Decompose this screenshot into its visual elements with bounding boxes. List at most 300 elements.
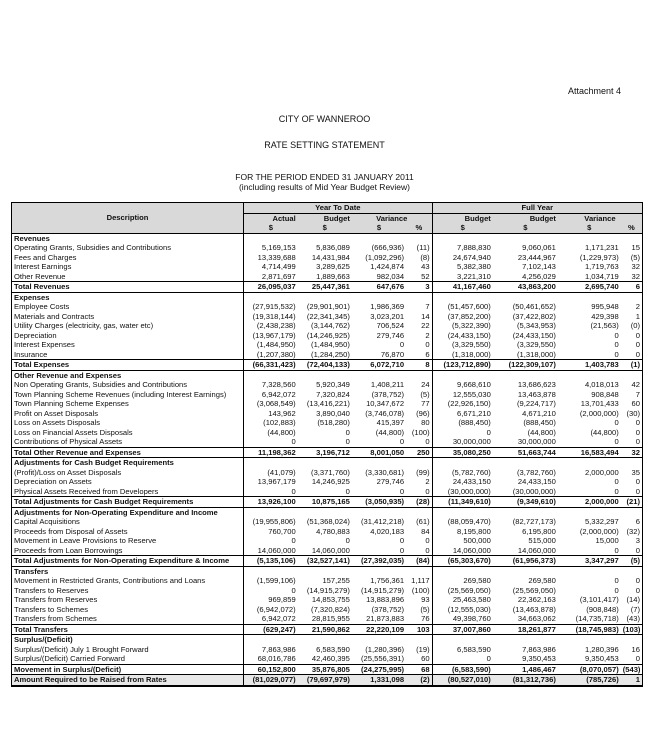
- row-description: Transfers from Reserves: [12, 595, 244, 605]
- fy-adopted-budget-cell: 24,433,150: [452, 477, 491, 486]
- fy-revised-budget-cell: (25,569,050): [512, 585, 556, 595]
- ytd-adopted-budget-cell: 3,890,040: [316, 408, 350, 418]
- ytd-actual-cell: (19,318,144): [252, 311, 296, 321]
- row-description: Contributions of Physical Assets: [12, 437, 244, 447]
- ytd-actual-cell: 0: [291, 536, 296, 545]
- ytd-variance-pct-cell: [406, 635, 432, 645]
- ytd-variance-cell: (3,746,078): [365, 408, 405, 418]
- row-description: Transfers to Schemes: [12, 605, 244, 615]
- ytd-variance-cell: (3,330,681): [365, 467, 405, 477]
- ytd-variance-pct-cell: (11): [406, 243, 432, 253]
- table-row: [12, 331, 643, 341]
- fy-variance-pct-cell: 0: [635, 437, 640, 446]
- ytd-adopted-budget-cell: 0: [345, 486, 350, 496]
- fy-variance-pct-cell: [621, 566, 643, 576]
- fy-revised-budget-cell: 13,463,878: [517, 389, 556, 399]
- row-description: Depreciation: [12, 331, 244, 341]
- ytd-adopted-budget-cell: 1,889,663: [316, 271, 350, 281]
- ytd-adopted-budget-cell: 4,780,883: [316, 526, 350, 536]
- period-heading: [0, 172, 649, 192]
- fy-adopted-budget-cell: 37,007,860: [432, 624, 493, 635]
- fy-variance-pct-cell: 6: [621, 282, 643, 293]
- fy-adopted-budget-cell: (123,712,890): [432, 360, 493, 371]
- ytd-actual-cell: 760,700: [268, 526, 296, 536]
- row-description: Materials and Contracts: [12, 312, 244, 322]
- fy-revised-budget-cell: (9,224,717): [517, 399, 556, 408]
- fy-variance-cell: 1,719,763: [584, 262, 619, 271]
- ytd-actual-cell: 143,962: [268, 408, 296, 418]
- fy-adopted-budget-cell: (80,527,010): [432, 675, 493, 686]
- table-row: [12, 595, 643, 605]
- header-blank: [12, 203, 244, 214]
- total-row: [12, 497, 643, 508]
- fy-revised-budget-cell: [493, 233, 558, 243]
- ytd-actual-cell: (1,207,380): [256, 349, 296, 359]
- fy-revised-budget-cell: (3,329,550): [517, 340, 556, 349]
- attachment-label: Attachment 4: [567, 86, 621, 96]
- fy-variance-pct-cell: 0: [635, 576, 640, 585]
- row-description: Non Operating Grants, Subsidies and Contributions: [12, 380, 244, 390]
- total-row: [12, 360, 643, 371]
- row-description: (Profit)/Loss on Asset Disposals: [12, 468, 244, 478]
- fy-adopted-budget-cell: [432, 458, 493, 468]
- table-row: [12, 243, 643, 253]
- ytd-actual-cell: (1,599,106): [256, 576, 296, 585]
- fy-variance-cell: 2,000,000: [558, 497, 621, 508]
- header-variance: Variance: [352, 213, 432, 223]
- fy-revised-budget-cell: [493, 507, 558, 517]
- ytd-adopted-budget-cell: (14,246,925): [306, 330, 350, 340]
- ytd-actual-cell: [243, 292, 297, 302]
- ytd-variance-cell: 13,883,896: [366, 595, 405, 604]
- row-description: Total Adjustments for Non-Operating Expenditure & Income: [12, 556, 244, 567]
- header-year-to-date: Year To Date: [243, 203, 432, 214]
- fy-adopted-budget-cell: 25,463,580: [452, 595, 491, 604]
- ytd-variance-cell: 415,397: [376, 418, 405, 427]
- fy-variance-cell: (1,229,973): [579, 252, 619, 262]
- table-row: [12, 645, 643, 655]
- fy-adopted-budget-cell: (30,000,000): [447, 486, 491, 496]
- unit-fy-variance: $: [558, 223, 621, 233]
- rate-setting-table: [11, 202, 643, 687]
- fy-variance-pct-cell: 1: [635, 311, 640, 321]
- table-row: [12, 321, 643, 331]
- fy-revised-budget-cell: 30,000,000: [517, 437, 556, 446]
- ytd-actual-cell: 969,859: [268, 595, 296, 604]
- ytd-adopted-budget-cell: [298, 233, 352, 243]
- fy-variance-pct-cell: 32: [621, 447, 643, 458]
- fy-variance-cell: 1,171,231: [584, 243, 619, 252]
- fy-variance-cell: 0: [614, 340, 619, 349]
- fy-revised-budget-cell: 23,444,967: [517, 252, 556, 262]
- ytd-actual-cell: 2,871,697: [261, 271, 296, 281]
- ytd-actual-cell: [243, 370, 297, 380]
- fy-adopted-budget-cell: [432, 507, 493, 517]
- fy-variance-pct-cell: 0: [635, 418, 640, 427]
- row-description: Town Planning Scheme Expenses: [12, 399, 244, 409]
- ytd-actual-cell: 5,169,153: [261, 243, 296, 252]
- ytd-variance-cell: 0: [399, 545, 405, 555]
- table-row: [12, 340, 643, 350]
- total-row: [12, 664, 643, 675]
- ytd-variance-pct-cell: [406, 566, 432, 576]
- ytd-actual-cell: (81,029,077): [243, 675, 297, 686]
- row-description: Capital Acquisitions: [12, 517, 244, 527]
- row-description: Movement in Restricted Grants, Contributions and Loans: [12, 576, 244, 586]
- table-row: [12, 262, 643, 272]
- table-row: [12, 312, 643, 322]
- fy-adopted-budget-cell: 8,195,800: [457, 526, 491, 536]
- table-row: [12, 468, 643, 478]
- table-row: [12, 437, 643, 447]
- ytd-variance-cell: (27,392,035): [352, 556, 406, 567]
- row-description: Expenses: [12, 292, 244, 302]
- unit-variance: $: [352, 223, 406, 233]
- section-heading-row: [12, 292, 643, 302]
- header-units-blank: [12, 223, 244, 233]
- fy-adopted-budget-cell: 24,674,940: [452, 252, 491, 262]
- fy-variance-cell: 13,701,433: [580, 399, 619, 408]
- row-description: Employee Costs: [12, 302, 244, 312]
- total-row: [12, 675, 643, 686]
- fy-variance-cell: 3,347,297: [558, 556, 621, 567]
- ytd-variance-pct-cell: 14: [406, 312, 432, 322]
- ytd-variance-pct-cell: 8: [406, 360, 432, 371]
- fy-variance-cell: 1,403,783: [558, 360, 621, 371]
- ytd-actual-cell: (27,915,532): [252, 302, 296, 311]
- fy-revised-budget-cell: 51,663,744: [493, 447, 558, 458]
- table-row: [12, 546, 643, 556]
- table-row: [12, 302, 643, 312]
- ytd-variance-pct-cell: 0: [406, 536, 432, 546]
- fy-variance-pct-cell: 0: [635, 349, 640, 359]
- fy-revised-budget-cell: 43,863,200: [493, 282, 558, 293]
- ytd-variance-cell: [352, 635, 406, 645]
- fy-variance-pct-cell: (543): [621, 664, 643, 675]
- row-description: Total Adjustments for Cash Budget Requirements: [12, 497, 244, 508]
- row-description: Town Planning Scheme Revenues (including Interest Earnings): [12, 390, 244, 400]
- table-row: [12, 586, 643, 596]
- table-row: [12, 517, 643, 527]
- ytd-actual-cell: (629,247): [243, 624, 297, 635]
- ytd-variance-cell: (24,275,995): [352, 664, 406, 675]
- row-description: Other Revenue: [12, 272, 244, 282]
- row-description: Utility Charges (electricity, gas, water etc): [12, 321, 244, 331]
- ytd-variance-pct-cell: 80: [406, 418, 432, 428]
- fy-adopted-budget-cell: 269,580: [463, 576, 491, 585]
- row-description: Surplus/(Deficit) July 1 Brought Forward: [12, 645, 244, 655]
- fy-variance-cell: (785,726): [558, 675, 621, 686]
- fy-variance-cell: 0: [614, 585, 619, 595]
- fy-variance-pct-cell: 0: [635, 585, 640, 595]
- ytd-variance-cell: (378,752): [371, 604, 405, 614]
- row-description: Movement in Leave Provisions to Reserve: [12, 536, 244, 546]
- unit-fy-adopted: $: [432, 223, 493, 233]
- fy-adopted-budget-cell: (11,349,610): [432, 497, 493, 508]
- fy-revised-budget-cell: [493, 566, 558, 576]
- row-description: Total Transfers: [12, 624, 244, 635]
- ytd-adopted-budget-cell: 3,196,712: [298, 447, 352, 458]
- ytd-variance-cell: [352, 233, 406, 243]
- ytd-variance-pct-cell: (28): [406, 497, 432, 508]
- row-description: Other Revenue and Expenses: [12, 370, 244, 380]
- fy-variance-cell: [558, 566, 621, 576]
- fy-variance-pct-cell: (5): [621, 556, 643, 567]
- ytd-actual-cell: 60,152,800: [243, 664, 297, 675]
- ytd-variance-pct-cell: 84: [406, 527, 432, 537]
- table-row: [12, 380, 643, 390]
- ytd-adopted-budget-cell: [298, 635, 352, 645]
- ytd-adopted-budget-cell: (22,341,345): [306, 311, 350, 321]
- ytd-actual-cell: 7,328,560: [261, 380, 296, 389]
- row-description: Loss on Assets Disposals: [12, 418, 244, 428]
- ytd-variance-pct-cell: (99): [406, 468, 432, 478]
- ytd-variance-pct-cell: 7: [406, 302, 432, 312]
- fy-adopted-budget-cell: [432, 292, 493, 302]
- ytd-actual-cell: (1,484,950): [256, 340, 296, 349]
- ytd-actual-cell: (44,800): [267, 427, 296, 437]
- fy-adopted-budget-cell: 500,000: [463, 536, 491, 545]
- unit-fy-revised: $: [493, 223, 558, 233]
- table-row: [12, 536, 643, 546]
- fy-adopted-budget-cell: 0: [486, 427, 491, 437]
- ytd-actual-cell: 0: [291, 585, 296, 595]
- fy-variance-pct-cell: (5): [630, 252, 640, 262]
- fy-adopted-budget-cell: (5,322,390): [451, 321, 491, 330]
- fy-variance-pct-cell: [621, 458, 643, 468]
- fy-adopted-budget-cell: 41,167,460: [432, 282, 493, 293]
- ytd-adopted-budget-cell: [298, 507, 352, 517]
- ytd-actual-cell: (3,068,549): [256, 399, 296, 408]
- ytd-variance-pct-cell: (100): [406, 586, 432, 596]
- fy-variance-cell: 4,018,013: [584, 380, 619, 389]
- row-description: Surplus/(Deficit): [12, 635, 244, 645]
- ytd-actual-cell: 4,714,499: [261, 262, 296, 271]
- fy-adopted-budget-cell: 30,000,000: [452, 437, 491, 446]
- header-row-units: [12, 223, 643, 233]
- fy-adopted-budget-cell: 5,382,380: [457, 262, 491, 271]
- ytd-variance-pct-cell: 0: [406, 546, 432, 556]
- fy-revised-budget-cell: (13,463,878): [512, 604, 556, 614]
- fy-variance-pct-cell: 35: [631, 467, 640, 477]
- fy-variance-cell: (18,745,983): [558, 624, 621, 635]
- fy-adopted-budget-cell: [432, 233, 493, 243]
- ytd-adopted-budget-cell: 14,431,984: [311, 252, 350, 262]
- ytd-actual-cell: (66,331,423): [243, 360, 297, 371]
- fy-variance-cell: [558, 292, 621, 302]
- ytd-variance-cell: 4,020,183: [370, 526, 405, 536]
- fy-variance-cell: (8,070,057): [558, 664, 621, 675]
- section-heading-row: [12, 507, 643, 517]
- ytd-variance-pct-cell: [406, 233, 432, 243]
- ytd-adopted-budget-cell: (51,368,024): [306, 517, 350, 526]
- table-row: [12, 272, 643, 282]
- ytd-actual-cell: (6,942,072): [256, 604, 296, 614]
- ytd-actual-cell: 7,863,986: [261, 644, 296, 654]
- fy-revised-budget-cell: 4,671,210: [522, 408, 556, 418]
- fy-variance-pct-cell: 1: [621, 675, 643, 686]
- fy-revised-budget-cell: 9,060,061: [522, 243, 556, 252]
- ytd-variance-cell: [352, 507, 406, 517]
- fy-adopted-budget-cell: (3,329,550): [451, 340, 491, 349]
- ytd-actual-cell: (5,135,106): [243, 556, 297, 567]
- ytd-variance-cell: 647,676: [352, 282, 406, 293]
- fy-variance-cell: 908,848: [591, 389, 619, 399]
- fy-variance-pct-cell: 0: [635, 477, 640, 486]
- fy-variance-cell: (44,800): [590, 427, 619, 437]
- ytd-variance-cell: [352, 292, 406, 302]
- fy-revised-budget-cell: (3,782,760): [517, 467, 556, 477]
- fy-adopted-budget-cell: (51,457,600): [447, 302, 491, 311]
- fy-variance-cell: [558, 635, 621, 645]
- ytd-variance-pct-cell: 2: [406, 477, 432, 487]
- row-description: Total Revenues: [12, 282, 244, 293]
- table-row: [12, 576, 643, 586]
- ytd-variance-pct-cell: 22: [406, 321, 432, 331]
- ytd-variance-pct-cell: 76: [406, 614, 432, 624]
- fy-variance-cell: (3,101,417): [579, 595, 619, 604]
- table-row: [12, 418, 643, 428]
- total-row: [12, 282, 643, 293]
- ytd-actual-cell: (13,967,179): [252, 330, 296, 340]
- fy-variance-cell: 0: [614, 349, 619, 359]
- ytd-variance-pct-cell: (96): [406, 409, 432, 419]
- row-description: Transfers to Reserves: [12, 586, 244, 596]
- table-row: [12, 428, 643, 438]
- fy-variance-pct-cell: 42: [631, 380, 640, 389]
- ytd-variance-cell: 0: [399, 486, 405, 496]
- ytd-variance-cell: 706,524: [376, 321, 405, 330]
- fy-adopted-budget-cell: (888,450): [458, 418, 491, 427]
- ytd-variance-cell: 22,220,109: [352, 624, 406, 635]
- ytd-actual-cell: [243, 566, 297, 576]
- ytd-variance-pct-cell: (2): [406, 675, 432, 686]
- fy-variance-pct-cell: 0: [635, 330, 640, 340]
- ytd-variance-cell: (1,280,396): [365, 644, 405, 654]
- fy-adopted-budget-cell: 12,555,030: [452, 389, 491, 399]
- fy-variance-cell: 2,000,000: [584, 467, 619, 477]
- row-description: Total Other Revenue and Expenses: [12, 447, 244, 458]
- ytd-adopted-budget-cell: 157,255: [322, 576, 350, 585]
- fy-variance-cell: 1,034,719: [584, 271, 619, 281]
- fy-variance-cell: 1,280,396: [584, 644, 619, 654]
- ytd-adopted-budget-cell: 0: [345, 437, 350, 446]
- ytd-adopted-budget-cell: (1,484,950): [311, 340, 350, 349]
- fy-revised-budget-cell: (81,312,736): [493, 675, 558, 686]
- ytd-variance-cell: 0: [399, 437, 405, 446]
- ytd-actual-cell: 13,926,100: [243, 497, 297, 508]
- ytd-variance-pct-cell: 2: [406, 331, 432, 341]
- fy-adopted-budget-cell: (88,059,470): [447, 517, 491, 526]
- ytd-adopted-budget-cell: (518,280): [317, 418, 350, 427]
- fy-revised-budget-cell: (61,956,373): [493, 556, 558, 567]
- table-row: [12, 605, 643, 615]
- fy-adopted-budget-cell: 9,668,610: [457, 380, 491, 389]
- fy-variance-pct-cell: (7): [630, 604, 640, 614]
- section-heading-row: [12, 458, 643, 468]
- fy-variance-pct-cell: (32): [626, 526, 640, 536]
- ytd-variance-pct-cell: 60: [406, 654, 432, 664]
- table-row: [12, 614, 643, 624]
- ytd-variance-cell: (1,092,296): [365, 252, 405, 262]
- ytd-variance-cell: 982,034: [376, 271, 405, 281]
- fy-variance-cell: [558, 370, 621, 380]
- fy-adopted-budget-cell: (65,303,670): [432, 556, 493, 567]
- fy-variance-cell: 0: [614, 477, 619, 486]
- ytd-adopted-budget-cell: 21,590,862: [298, 624, 352, 635]
- table-row: [12, 477, 643, 487]
- fy-variance-pct-cell: 32: [631, 271, 640, 281]
- ytd-actual-cell: 68,016,786: [257, 654, 296, 663]
- organisation-name: CITY OF WANNEROO: [278, 114, 371, 124]
- fy-variance-cell: (2,000,000): [579, 408, 619, 418]
- statement-title: RATE SETTING STATEMENT: [264, 140, 385, 150]
- ytd-adopted-budget-cell: 5,920,349: [316, 380, 350, 389]
- ytd-variance-pct-cell: (5): [406, 605, 432, 615]
- ytd-variance-pct-cell: 1,117: [406, 576, 432, 586]
- ytd-variance-cell: 0: [399, 340, 405, 349]
- ytd-variance-pct-cell: 52: [406, 272, 432, 282]
- ytd-adopted-budget-cell: [298, 458, 352, 468]
- ytd-actual-cell: 11,198,362: [243, 447, 297, 458]
- fy-variance-pct-cell: 2: [635, 302, 640, 311]
- ytd-variance-cell: 279,746: [376, 330, 405, 340]
- ytd-adopted-budget-cell: 0: [345, 536, 350, 545]
- fy-variance-pct-cell: (43): [626, 614, 640, 623]
- ytd-variance-cell: 1,408,211: [370, 380, 405, 389]
- fy-variance-cell: (908,848): [586, 604, 619, 614]
- fy-adopted-budget-cell: (6,583,590): [432, 664, 493, 675]
- ytd-variance-cell: 1,424,874: [370, 262, 405, 271]
- row-description: Depreciation on Assets: [12, 477, 244, 487]
- fy-adopted-budget-cell: [432, 370, 493, 380]
- ytd-variance-pct-cell: [406, 370, 432, 380]
- fy-variance-pct-cell: 15: [631, 243, 640, 252]
- fy-revised-budget-cell: (37,422,802): [512, 311, 556, 321]
- table-row: [12, 487, 643, 497]
- fy-adopted-budget-cell: 3,221,310: [457, 271, 491, 281]
- row-description: Loss on Financial Assets Disposals: [12, 428, 244, 438]
- fy-variance-pct-cell: 32: [631, 262, 640, 271]
- row-description: Proceeds from Loan Borrowings: [12, 546, 244, 556]
- fy-variance-cell: 0: [614, 545, 619, 555]
- fy-variance-pct-cell: (0): [630, 321, 640, 330]
- period-note: (including results of Mid Year Budget Review): [238, 182, 411, 192]
- fy-variance-cell: [558, 507, 621, 517]
- fy-revised-budget-cell: [493, 370, 558, 380]
- fy-variance-cell: (2,000,000): [579, 526, 619, 536]
- fy-revised-budget-cell: (24,433,150): [512, 330, 556, 340]
- ytd-variance-pct-cell: 43: [406, 262, 432, 272]
- ytd-actual-cell: (19,955,806): [252, 517, 296, 526]
- header-actual: Actual: [272, 213, 296, 223]
- fy-variance-pct-cell: (1): [621, 360, 643, 371]
- table-row: [12, 390, 643, 400]
- ytd-variance-pct-cell: (61): [406, 517, 432, 527]
- ytd-variance-pct-cell: (84): [406, 556, 432, 567]
- ytd-adopted-budget-cell: (32,527,141): [298, 556, 352, 567]
- fy-variance-cell: 0: [614, 486, 619, 496]
- fy-variance-pct-cell: 6: [635, 517, 640, 526]
- fy-variance-pct-cell: [621, 507, 643, 517]
- ytd-variance-pct-cell: (5): [406, 390, 432, 400]
- fy-adopted-budget-cell: 14,060,000: [452, 545, 491, 555]
- ytd-adopted-budget-cell: (7,320,824): [311, 604, 350, 614]
- ytd-adopted-budget-cell: 10,875,165: [298, 497, 352, 508]
- section-heading-row: [12, 566, 643, 576]
- ytd-variance-cell: [352, 458, 406, 468]
- ytd-adopted-budget-cell: 28,815,955: [311, 614, 350, 623]
